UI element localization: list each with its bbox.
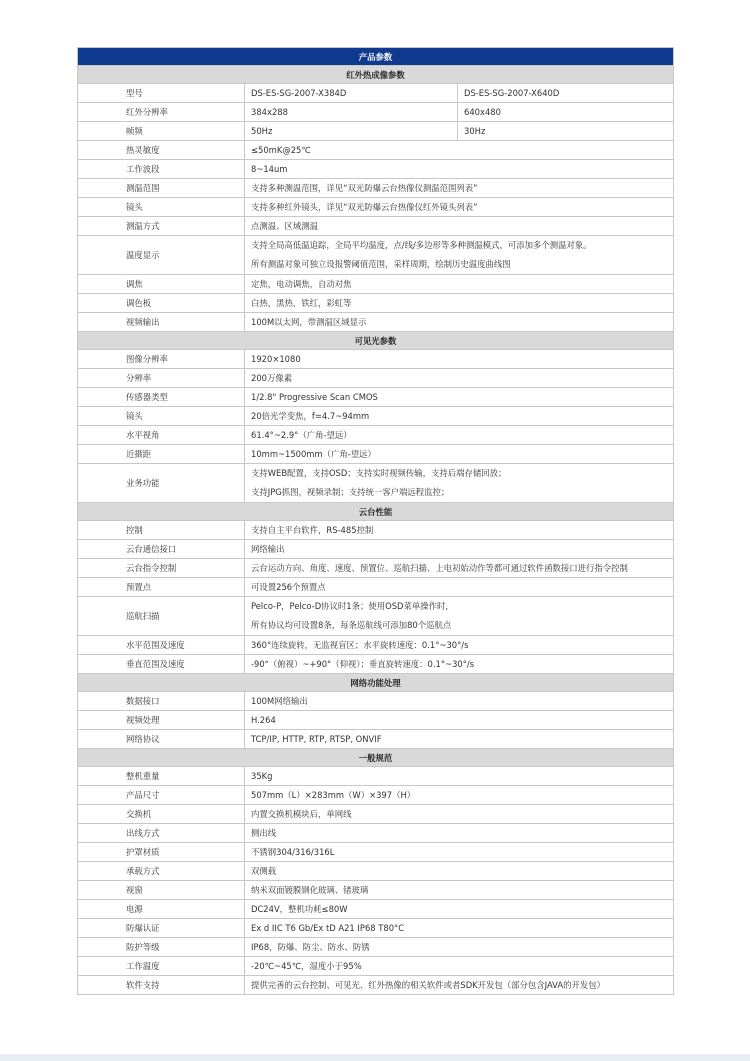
table-row <box>78 900 674 919</box>
row-value: 61.4°~2.9°（广角-望远） <box>245 426 674 445</box>
row-value <box>245 236 674 275</box>
table-row <box>78 160 674 179</box>
row-value: 100M网络输出 <box>245 692 674 711</box>
row-value: 640x480 <box>458 103 674 122</box>
row-label: 调色板 <box>78 294 245 313</box>
row-value-line: 支持JPG抓图，视频录制；支持统一客户端远程监控； <box>251 487 450 497</box>
row-label: 巡航扫描 <box>78 597 245 636</box>
table-row <box>78 141 674 160</box>
row-label: 视频处理 <box>78 711 245 730</box>
row-label: 视窗 <box>78 881 245 900</box>
table-row <box>78 103 674 122</box>
row-value: H.264 <box>245 711 674 730</box>
section-title: 一般规范 <box>78 749 674 767</box>
row-label: 近摄距 <box>78 445 245 464</box>
row-label: 视频输出 <box>78 313 245 332</box>
row-label: 交换机 <box>78 805 245 824</box>
table-row <box>78 198 674 217</box>
row-label: 软件支持 <box>78 976 245 995</box>
row-label: 工作波段 <box>78 160 245 179</box>
table-row <box>78 957 674 976</box>
row-label: 防护等级 <box>78 938 245 957</box>
row-label: 分辨率 <box>78 369 245 388</box>
row-value: 内置交换机模块后，单网线 <box>245 805 674 824</box>
row-value: DS-ES-SG-2007-X384D <box>245 84 458 103</box>
row-value: 35Kg <box>245 767 674 786</box>
table-title-row <box>78 48 674 66</box>
row-value: 支持多种测温范围，详见“双光防爆云台热像仪测温范围列表” <box>245 179 674 198</box>
table-row <box>78 179 674 198</box>
row-value: ≤50mK@25℃ <box>245 141 674 160</box>
table-row <box>78 540 674 559</box>
table-row <box>78 559 674 578</box>
table-row <box>78 445 674 464</box>
table-row <box>78 655 674 674</box>
row-label: 测温方式 <box>78 217 245 236</box>
table-row <box>78 843 674 862</box>
table-row <box>78 767 674 786</box>
section-header-row <box>78 503 674 521</box>
row-value: 360°连续旋转，无监视盲区；水平旋转速度：0.1°~30°/s <box>245 636 674 655</box>
table-row <box>78 217 674 236</box>
row-value: 可设置256个预置点 <box>245 578 674 597</box>
row-value: 8~14um <box>245 160 674 179</box>
row-label: 垂直范围及速度 <box>78 655 245 674</box>
row-label: 网络协议 <box>78 730 245 749</box>
row-value: 点测温、区域测温 <box>245 217 674 236</box>
row-label: 护罩材质 <box>78 843 245 862</box>
table-row <box>78 275 674 294</box>
row-value: 双侧载 <box>245 862 674 881</box>
row-value: 不锈钢304/316/316L <box>245 843 674 862</box>
row-value: 纳米双面镀膜钢化玻璃、锗玻璃 <box>245 881 674 900</box>
row-label: 防爆认证 <box>78 919 245 938</box>
table-row <box>78 294 674 313</box>
row-value-line: 所有测温对象可独立设报警阈值范围，采样周期，绘制历史温度曲线图 <box>251 259 511 269</box>
table-row <box>78 407 674 426</box>
section-title: 云台性能 <box>78 503 674 521</box>
row-value: DC24V，整机功耗≤80W <box>245 900 674 919</box>
row-label: 数据接口 <box>78 692 245 711</box>
row-value <box>245 464 674 503</box>
row-label: 热灵敏度 <box>78 141 245 160</box>
spec-sheet <box>77 47 673 995</box>
table-row <box>78 426 674 445</box>
table-row <box>78 369 674 388</box>
row-label: 帧频 <box>78 122 245 141</box>
row-value: IP68，防爆、防尘、防水、防锈 <box>245 938 674 957</box>
row-value: 网络输出 <box>245 540 674 559</box>
table-row <box>78 805 674 824</box>
row-label: 出线方式 <box>78 824 245 843</box>
row-value <box>245 597 674 636</box>
table-row <box>78 824 674 843</box>
row-value: 10mm~1500mm（广角-望远） <box>245 445 674 464</box>
product-spec-table <box>77 47 674 995</box>
row-label: 镜头 <box>78 198 245 217</box>
row-value-line: 支持WEB配置，支持OSD；支持实时视频传输，支持后端存储回放； <box>251 468 507 478</box>
row-label: 工作温度 <box>78 957 245 976</box>
table-row <box>78 388 674 407</box>
row-value: 云台运动方向、角度、速度、预置位、巡航扫描、上电初始动作等都可通过软件函数接口进行指令控制 <box>245 559 674 578</box>
row-label: 传感器类型 <box>78 388 245 407</box>
row-label: 测温范围 <box>78 179 245 198</box>
section-header-row <box>78 749 674 767</box>
row-value: -20℃~45℃，湿度小于95% <box>245 957 674 976</box>
row-value: 侧出线 <box>245 824 674 843</box>
table-row <box>78 862 674 881</box>
table-row <box>78 578 674 597</box>
row-label: 承载方式 <box>78 862 245 881</box>
row-value: 507mm（L）×283mm（W）×397（H） <box>245 786 674 805</box>
row-value-line: 支持全局高低温追踪，全局平均温度，点/线/多边形等多种测温模式，可添加多个测温对象。 <box>251 240 592 250</box>
row-value-line: 所有协议均可设置8条，每条巡航线可添加80个巡航点 <box>251 620 452 630</box>
row-value: 支持自主平台软件，RS-485控制 <box>245 521 674 540</box>
row-label: 型号 <box>78 84 245 103</box>
table-row <box>78 938 674 957</box>
section-title: 网络功能处理 <box>78 674 674 692</box>
table-row <box>78 636 674 655</box>
row-value: 200万像素 <box>245 369 674 388</box>
row-value-line: Pelco-P，Pelco-D协议时1条；使用OSD菜单操作时， <box>251 601 454 611</box>
table-row <box>78 84 674 103</box>
row-label: 图像分辨率 <box>78 350 245 369</box>
row-label: 控制 <box>78 521 245 540</box>
section-header-row <box>78 332 674 350</box>
table-row <box>78 521 674 540</box>
row-value: DS-ES-SG-2007-X640D <box>458 84 674 103</box>
row-label: 业务功能 <box>78 464 245 503</box>
row-value: 白热，黑热，铁红，彩虹等 <box>245 294 674 313</box>
table-row <box>78 597 674 636</box>
table-title: 产品参数 <box>78 48 674 66</box>
table-row <box>78 350 674 369</box>
section-title: 红外热成像参数 <box>78 66 674 84</box>
row-value: 20倍光学变焦，f=4.7~94mm <box>245 407 674 426</box>
table-row <box>78 464 674 503</box>
row-label: 云台通信接口 <box>78 540 245 559</box>
row-value: 30Hz <box>458 122 674 141</box>
row-label: 红外分辨率 <box>78 103 245 122</box>
table-row <box>78 711 674 730</box>
row-value: 提供完善的云台控制、可见光、红外热像的相关软件或者SDK开发包（部分包含JAVA的开发包） <box>245 976 674 995</box>
row-label: 调焦 <box>78 275 245 294</box>
row-label: 电源 <box>78 900 245 919</box>
row-value: 384x288 <box>245 103 458 122</box>
table-row <box>78 976 674 995</box>
row-value: 1/2.8" Progressive Scan CMOS <box>245 388 674 407</box>
row-label: 整机重量 <box>78 767 245 786</box>
section-header-row <box>78 66 674 84</box>
row-label: 水平范围及速度 <box>78 636 245 655</box>
table-row <box>78 236 674 275</box>
row-value: 支持多种红外镜头，详见“双光防爆云台热像仪红外镜头列表” <box>245 198 674 217</box>
row-label: 水平视角 <box>78 426 245 445</box>
row-label: 预置点 <box>78 578 245 597</box>
row-value: 1920×1080 <box>245 350 674 369</box>
table-row <box>78 730 674 749</box>
table-row <box>78 122 674 141</box>
section-title: 可见光参数 <box>78 332 674 350</box>
row-value: 100M以太网，带测温区域显示 <box>245 313 674 332</box>
row-label: 产品尺寸 <box>78 786 245 805</box>
row-label: 云台指令控制 <box>78 559 245 578</box>
row-value: Ex d IIC T6 Gb/Ex tD A21 IP68 T80°C <box>245 919 674 938</box>
row-value: -90°（俯视）~+90°（仰视）；垂直旋转速度：0.1°~30°/s <box>245 655 674 674</box>
table-row <box>78 881 674 900</box>
footer-band <box>0 1054 750 1061</box>
row-value: 定焦，电动调焦，自动对焦 <box>245 275 674 294</box>
row-label: 温度显示 <box>78 236 245 275</box>
row-value: TCP/IP, HTTP, RTP, RTSP, ONVIF <box>245 730 674 749</box>
row-label: 镜头 <box>78 407 245 426</box>
section-header-row <box>78 674 674 692</box>
table-row <box>78 919 674 938</box>
table-row <box>78 786 674 805</box>
table-row <box>78 692 674 711</box>
row-value: 50Hz <box>245 122 458 141</box>
table-row <box>78 313 674 332</box>
